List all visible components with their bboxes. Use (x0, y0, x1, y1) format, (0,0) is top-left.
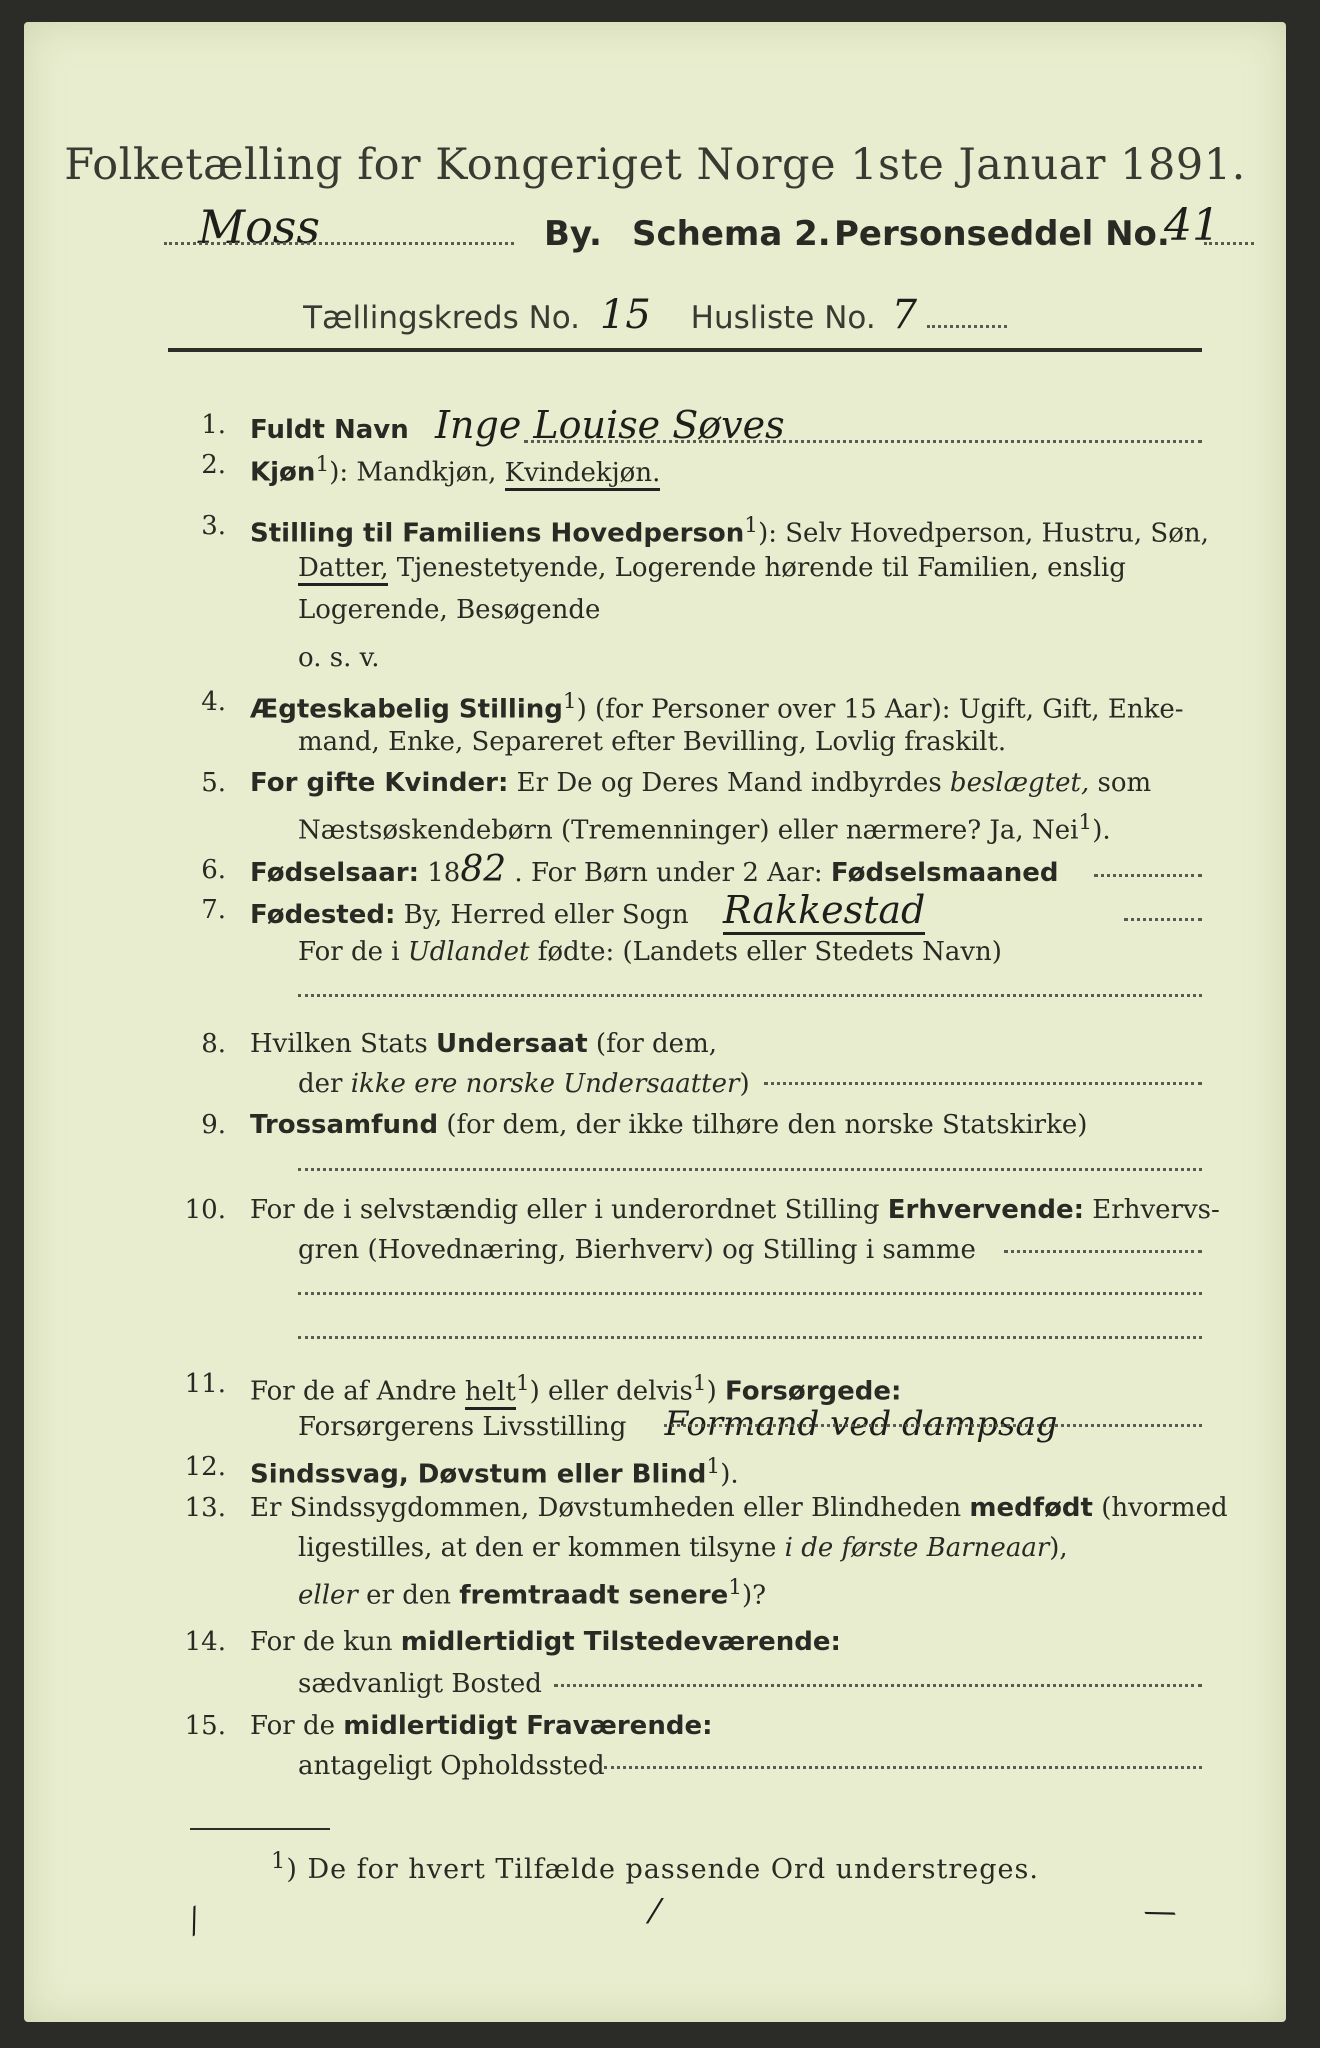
item-number: 5. (201, 768, 226, 798)
disability-end: ). (720, 1459, 739, 1490)
birth-year-label: Fødselsaar: (250, 858, 419, 888)
item-number: 6. (201, 855, 226, 885)
gender-selected: Kvindekjøn. (505, 458, 661, 491)
kreds-number: 15 (599, 292, 651, 338)
birthplace-dotline (1124, 918, 1202, 921)
marital-status-label: Ægteskabelig Stilling (250, 694, 563, 725)
footnote (24, 1848, 1286, 1885)
citizenship-label: Undersaat (435, 1029, 588, 1059)
citizenship-non-norwegian: ikke ere norske Undersaatter (350, 1069, 740, 1099)
footnote-marker: 1 (315, 452, 330, 477)
footnote-rule (190, 1828, 330, 1830)
birthplace-label: Fødested: (250, 900, 396, 930)
schema-label: Schema 2. (632, 214, 831, 254)
birth-month-question: . For Børn under 2 Aar: (506, 858, 831, 888)
later-onset-label: fremtraadt senere (459, 1580, 729, 1611)
birth-month-label: Fødselsmaaned (830, 858, 1059, 888)
item-number: 4. (201, 687, 226, 717)
item-number: 7. (201, 895, 226, 925)
usual-residence-dotline (554, 1684, 1202, 1687)
gender-label: Kjøn (250, 457, 316, 488)
family-position-options-4: o. s. v. (298, 643, 380, 673)
married-women-question-end: som (1089, 768, 1152, 798)
birthplace-question: By, Herred eller Sogn (395, 900, 689, 930)
congenital-question-3-end: )? (742, 1580, 767, 1611)
occupation-dotline-2 (298, 1292, 1202, 1295)
footnote-marker: 1 (728, 1575, 743, 1600)
temporary-present-label: midlertidigt Tilstedeværende: (400, 1627, 841, 1657)
census-form (24, 22, 1286, 2022)
personseddel-label: Personseddel No. (834, 214, 1170, 254)
item-number: 15. (184, 1711, 226, 1741)
provider-occupation-dotline (664, 1424, 1202, 1427)
family-position-label: Stilling til Familiens Hovedperson (250, 518, 745, 549)
citizenship-prefix: Hvilken Stats (250, 1029, 436, 1059)
header-city-line (164, 200, 1220, 270)
birthplace-answer: Rakkestad (723, 888, 925, 935)
family-position-options-2: Tjenestetyende, Logerende hørende til Familien, enslig (388, 553, 1126, 583)
footnote-marker: 1 (692, 1371, 707, 1396)
provider-occupation-answer: Formand ved dampsag (664, 1404, 1058, 1444)
religion-question: (for dem, der ikke tilhøre den norske Statskirke) (438, 1110, 1088, 1140)
congenital-or: eller (298, 1580, 358, 1611)
dependents-question-mid: ) eller delvis (529, 1376, 693, 1407)
gender-options: ): Mandkjøn, (329, 457, 505, 488)
item-number: 12. (184, 1452, 226, 1482)
congenital-childhood: i de første Barneaar (784, 1533, 1050, 1563)
married-women-question: Er De og Deres Mand indbyrdes (508, 768, 950, 798)
citizenship-dotline (764, 1082, 1202, 1085)
birth-month-dotline (1094, 874, 1202, 877)
marital-status-options: ) (for Personer over 15 Aar): Ugift, Gift, Enke- (576, 694, 1184, 725)
dependents-question: For de af Andre (250, 1376, 465, 1407)
header-rule (168, 348, 1202, 352)
item-number: 10. (184, 1195, 226, 1225)
congenital-label: medfødt (969, 1493, 1093, 1523)
dependents-question-mid2: ) (706, 1376, 725, 1407)
occupation-question-end: Erhvervs- (1084, 1195, 1220, 1225)
congenital-question-2-end: ), (1049, 1533, 1068, 1563)
congenital-question-end: (hvormed (1092, 1493, 1228, 1523)
disability-label: Sindssvag, Døvstum eller Blind (250, 1459, 707, 1490)
birth-year-prefix: 18 (419, 858, 461, 888)
family-position-selected: Datter, (298, 553, 388, 586)
item-number: 13. (184, 1493, 226, 1523)
item-number: 9. (201, 1110, 226, 1140)
temporary-absent-prefix: For de (250, 1711, 344, 1741)
husliste-label: Husliste No. (690, 300, 876, 336)
religion-label: Trossamfund (250, 1110, 439, 1140)
kreds-label: Tællingskreds No. (303, 300, 581, 336)
congenital-question: Er Sindssygdommen, Døvstumheden eller Blindheden (250, 1493, 970, 1523)
footnote-marker: 1 (271, 1848, 287, 1874)
occupation-question-2: gren (Hovednæring, Bierhverv) og Stilling i samme (298, 1235, 976, 1265)
abroad-question: fødte: (Landets eller Stedets Navn) (529, 937, 1002, 967)
occupation-question: For de i selvstændig eller i underordnet Stilling (250, 1195, 888, 1225)
married-women-related: beslægtet, (949, 768, 1090, 798)
item-number: 14. (184, 1627, 226, 1657)
footnote-marker: 1 (1078, 810, 1093, 835)
dependents-label: Forsørgede: (725, 1376, 902, 1407)
husliste-number: 7 (891, 292, 918, 338)
personseddel-dotline (1204, 220, 1254, 245)
item-number: 1. (201, 410, 226, 440)
abroad-prefix: For de i (298, 937, 408, 967)
full-name-answer: Inge Louise Søves (435, 403, 785, 447)
full-name-label: Fuldt Navn (250, 415, 409, 445)
pencil-mark-center: ⁄ (652, 1892, 658, 1932)
footnote-marker: 1 (515, 1371, 530, 1396)
married-women-question-2-end: ). (1092, 815, 1111, 846)
presumed-residence-label: antageligt Opholdssted (298, 1751, 605, 1781)
congenital-question-3: er den (357, 1580, 460, 1611)
citizenship-question-end: ) (739, 1069, 750, 1099)
presumed-residence-dotline (604, 1766, 1202, 1769)
occupation-dotline-3 (298, 1336, 1202, 1339)
married-women-label: gifte Kvinder: (306, 768, 509, 798)
provider-occupation-label: Forsørgerens Livsstilling (298, 1412, 627, 1442)
occupation-dotline-1 (1004, 1250, 1202, 1253)
personseddel-number: 41 (1164, 200, 1220, 251)
temporary-absent-label: midlertidigt Fraværende: (343, 1711, 713, 1741)
birth-year-answer: 82 (460, 849, 507, 890)
form-title: Folketælling for Kongeriget Norge 1ste Januar 1891. (64, 140, 1246, 190)
item-number: 11. (184, 1369, 226, 1399)
city-handwritten: Moss (198, 200, 321, 254)
congenital-question-2: ligestilles, at den er kommen tilsyne (298, 1533, 785, 1563)
marital-status-options-2: mand, Enke, Separeret efter Bevilling, Lovlig fraskilt. (298, 727, 1007, 757)
footnote-marker: 1 (744, 513, 759, 538)
family-position-options-3: Logerende, Besøgende (298, 595, 601, 625)
dependents-selected: helt (465, 1377, 516, 1410)
item-number: 3. (201, 511, 226, 541)
occupation-label: Erhvervende: (887, 1195, 1085, 1225)
abroad-label: Udlandet (407, 937, 530, 967)
city-dotline (164, 220, 514, 245)
item-number: 2. (201, 450, 226, 480)
abroad-dotline (298, 994, 1202, 997)
header-kreds-line (24, 292, 1286, 338)
pencil-mark-left: ⁄ (182, 1903, 208, 1941)
married-women-prefix: For (250, 768, 307, 798)
full-name-dotline (524, 440, 1202, 443)
temporary-present-prefix: For de kun (250, 1627, 401, 1657)
citizenship-question: (for dem, (587, 1029, 717, 1059)
pencil-mark-right: ⁄ (1140, 1901, 1178, 1927)
by-label: By. (544, 214, 602, 254)
usual-residence-label: sædvanligt Bosted (298, 1669, 542, 1699)
family-position-options: ): Selv Hovedperson, Hustru, Søn, (758, 518, 1209, 549)
citizenship-prefix-2: der (298, 1069, 351, 1099)
husliste-dotline (927, 303, 1007, 328)
item-number: 8. (201, 1029, 226, 1059)
married-women-question-2: Næstsøskendebørn (Tremenninger) eller nærmere? Ja, Nei (298, 815, 1079, 846)
footnote-marker: 1 (706, 1454, 721, 1479)
footnote-marker: 1 (562, 689, 577, 714)
footnote-text: ) De for hvert Tilfælde passende Ord understreges. (286, 1854, 1039, 1885)
religion-dotline (298, 1168, 1202, 1171)
